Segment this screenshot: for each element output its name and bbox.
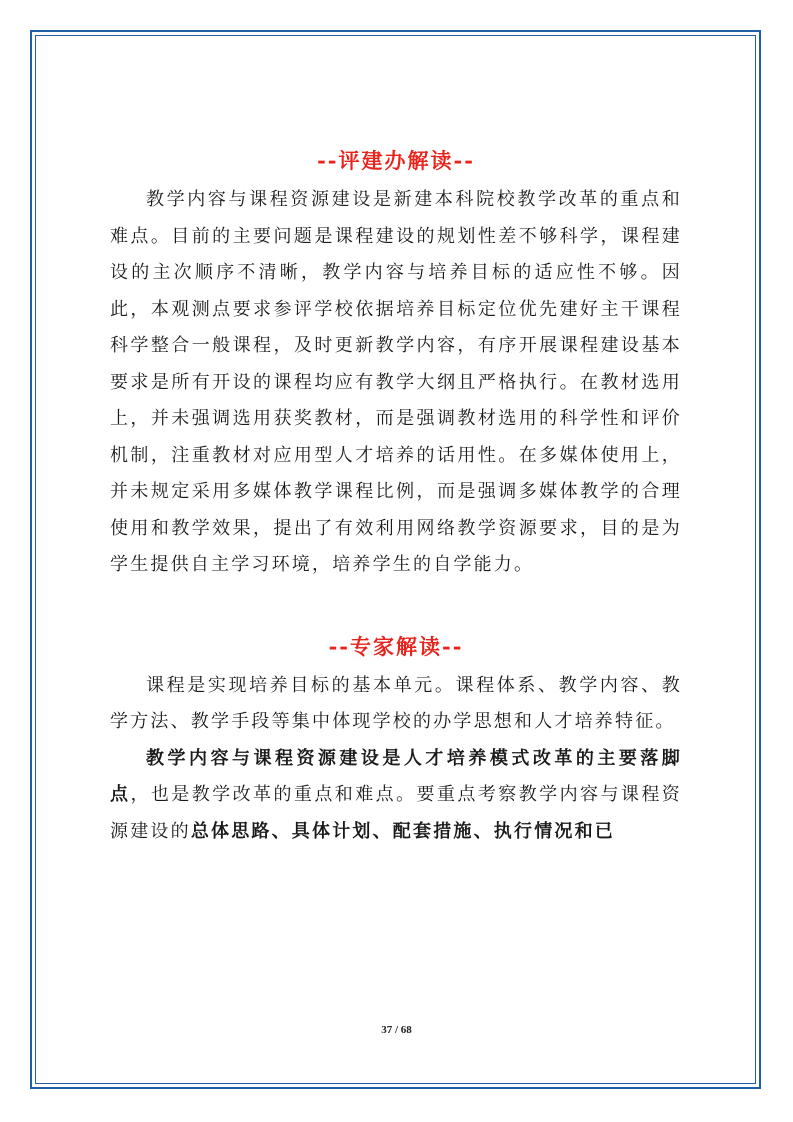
expert-paragraph-2 [110,741,682,851]
page-number: 37 / 68 [381,1024,412,1036]
section-heading-expert: --专家解读-- [328,633,464,659]
expert-paragraph-2-text-1: ，也是教学改革的重点和难点。要重点考察教学内容与课程资源建设的 [110,784,682,842]
section-heading-evaluation-office: --评建办解读-- [317,148,475,173]
expert-paragraph-2-bold-2: 总体思路、具体计划、配套措施、执行情况和已 [190,820,616,842]
page-content [110,140,682,850]
expert-paragraph-2-bold-1: 教学内容与课程资源建设是人才培养模式改革的主要落脚点 [110,747,682,805]
section-spacer [110,584,682,626]
expert-paragraph-1: 课程是实现培养目标的基本单元。课程体系、教学内容、教学方法、教学手段等集中体现学校的办学思想和人才培养特征。 [110,674,682,732]
evaluation-office-paragraph: 教学内容与课程资源建设是新建本科院校教学改革的重点和难点。目前的主要问题是课程建设的规划性差不够科学，课程建设的主次顺序不清晰，教学内容与培养目标的适应性不够。因此，本观测点要求参评学校依据培养目标定位优先建好主干课程科学整合一般课程，及时更新教学内容，有序开展课程建设基本要求是所有开设的课程均应有教学大纲且严格执行。在教材选用上，并未强调选用获奖教材，而是强调教材选用的科学性和评价机制，注重教材对应用型人才培养的话用性。在多媒体使用上，并未规定采用多媒体教学课程比例，而是强调多媒体教学的合理使用和教学效果，提出了有效利用网络教学资源要求，目的是为学生提供自主学习环境，培养学生的自学能力。 [110,189,682,575]
